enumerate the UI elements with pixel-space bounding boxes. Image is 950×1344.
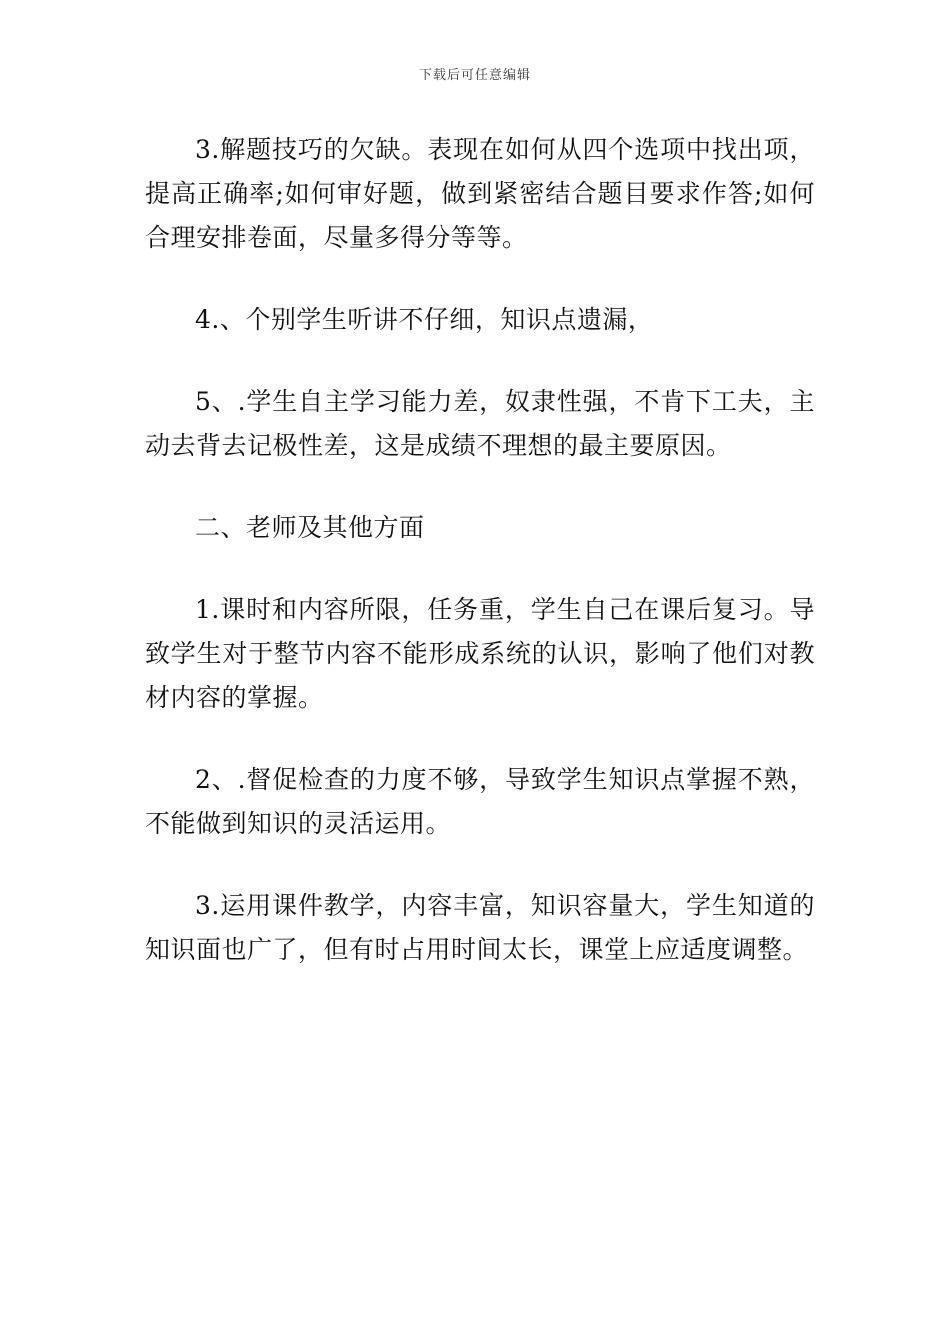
paragraph-self-study: 5、.学生自主学习能力差，奴隶性强，不肯下工夫，主动去背去记极性差，这是成绩不理想的最主要原因。 bbox=[145, 387, 815, 460]
document-body bbox=[145, 128, 815, 972]
paragraph-problem-solving-skills: 3.解题技巧的欠缺。表现在如何从四个选项中找出项，提高正确率;如何审好题，做到紧密结合题目要求作答;如何合理安排卷面，尽量多得分等等。 bbox=[145, 135, 815, 252]
paragraph-spacer bbox=[145, 342, 815, 380]
paragraph-supervision: 2、.督促检查的力度不够，导致学生知识点掌握不熟，不能做到知识的灵活运用。 bbox=[145, 765, 815, 838]
page-header: 下载后可任意编辑 bbox=[418, 68, 531, 83]
paragraph-spacer bbox=[145, 468, 815, 506]
paragraph-spacer bbox=[145, 260, 815, 298]
paragraph-listening: 4.、个别学生听讲不仔细，知识点遗漏， bbox=[195, 305, 654, 334]
paragraph-spacer bbox=[145, 550, 815, 588]
paragraph-courseware: 3.运用课件教学，内容丰富，知识容量大，学生知道的知识面也广了，但有时占用时间太长，课堂上应适度调整。 bbox=[145, 891, 815, 964]
paragraph-spacer bbox=[145, 846, 815, 884]
paragraph-class-hours: 1.课时和内容所限，任务重，学生自己在课后复习。导致学生对于整节内容不能形成系统的认识，影响了他们对教材内容的掌握。 bbox=[145, 595, 815, 712]
paragraph-spacer bbox=[145, 720, 815, 758]
section-heading-teacher: 二、老师及其他方面 bbox=[195, 513, 425, 542]
